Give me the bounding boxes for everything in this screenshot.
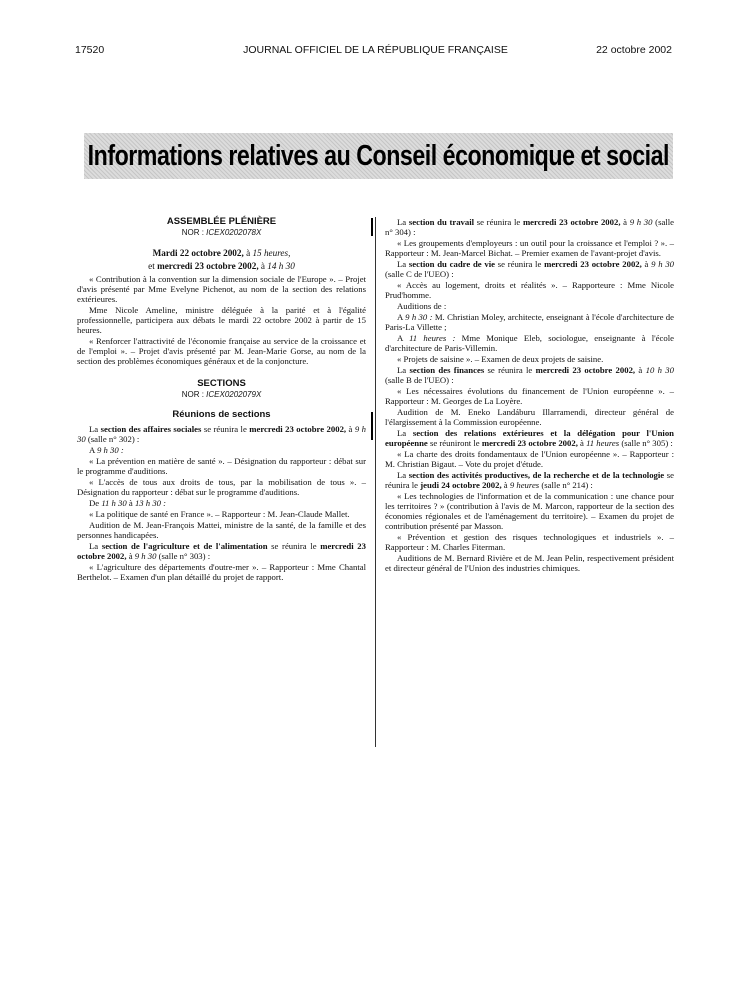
text: à (635, 365, 646, 375)
meeting-time: 11 h 30 (101, 498, 127, 508)
text: De (89, 498, 102, 508)
assemblee-title: ASSEMBLÉE PLÉNIÈRE (166, 216, 277, 227)
meeting-date: mercredi 23 octobre 2002, (544, 259, 642, 269)
paragraph: « Renforcer l'attractivité de l'économie française au service de la croissance et de l'emploi ». – Projet d'avis présenté par M. Jean-Marie Gorse, au nom de la section des problèmes économiques généraux et de la conjoncture. (77, 336, 366, 366)
paragraph: « Contribution à la convention sur la dimension sociale de l'Europe ». – Projet d'avis présenté par Mme Evelyne Pichenot, au nom de la section des relations extérieures. (77, 274, 366, 304)
text: (salle C de l'UEO) : (385, 269, 454, 279)
right-column (385, 217, 674, 574)
text: (salle B de l'UEO) : (385, 375, 454, 385)
session-date-2 (77, 261, 366, 272)
paragraph (77, 498, 366, 508)
text: A (397, 312, 406, 322)
paragraph: « Les technologies de l'information et de la communication : une chance pour les territoires ? » (contribution à l'avis de M. Marcon, rapporteur de la section des économies régionales et de l'aménagement du territoire). – Examen du projet de contribution présenté par Masson. (385, 491, 674, 531)
text: A (89, 445, 97, 455)
text: se réunira le (385, 470, 674, 490)
text: La (397, 365, 410, 375)
section-name: section des finances (409, 365, 485, 375)
paragraph: « La politique de santé en France ». – Rapporteur : M. Jean-Claude Mallet. (89, 509, 350, 519)
paragraph: Auditions de M. Bernard Rivière et de M. Jean Pelin, respectivement président et directeur général de l'Union des industries chimiques. (385, 553, 674, 573)
nor-code: ICEX0202079X (206, 390, 262, 399)
paragraph: « Les nécessaires évolutions du financement de l'Union européenne ». – Rapporteur : M. Georges de La Loyère. (385, 386, 674, 406)
text: se réunira le (201, 424, 250, 434)
sections-nor (77, 390, 366, 400)
nor-code: ICEX0202078X (206, 228, 262, 237)
text: La (397, 428, 413, 438)
meeting-time: 9 h 30 (77, 424, 366, 444)
journal-title: JOURNAL OFFICIEL DE LA RÉPUBLIQUE FRANÇAISE (243, 44, 508, 56)
page-header (0, 44, 751, 58)
issue-date: 22 octobre 2002 (596, 44, 672, 56)
paragraph (385, 470, 674, 490)
section-name: section des relations extérieures et la délégation pour l'Union européenne (385, 428, 674, 448)
date-time: 15 heures, (252, 248, 291, 258)
text: La (397, 259, 409, 269)
paragraph (77, 424, 366, 444)
session-date-1 (77, 248, 366, 259)
date-connector: et (148, 261, 155, 271)
meeting-date: mercredi 23 octobre 2002, (249, 424, 347, 434)
meeting-date: mercredi 23 octobre 2002, (522, 217, 621, 227)
paragraph: Audition de M. Jean-François Mattei, ministre de la santé, de la famille et des personnes handicapées. (77, 520, 366, 540)
meeting-time: 9 heures (509, 480, 540, 490)
page-number: 17520 (75, 44, 105, 56)
text: (salle n° 214) : (539, 480, 593, 490)
paragraph: « La prévention en matière de santé ». – Désignation du rapporteur : débat sur le programme d'auditions. (77, 456, 366, 476)
meeting-date: mercredi 23 octobre 2002, (481, 438, 578, 448)
reunions-title: Réunions de sections (172, 409, 271, 420)
text: se réunira le (495, 259, 545, 269)
paragraph (77, 541, 366, 561)
date-connector: à (246, 248, 251, 258)
text: Mme Monique Eleb, sociologue, enseignante à l'école d'architecture de Paris-Villemin. (385, 333, 675, 353)
date-text: mercredi 23 octobre 2002, (157, 261, 259, 271)
text: à (620, 217, 630, 227)
paragraph: « Les groupements d'employeurs : un outil pour la croissance et l'emploi ? ». – Rapporteur : M. Jean-Marcel Bichat. – Premier examen de l'avant-projet d'avis. (385, 238, 674, 258)
section-name: section des affaires sociales (100, 424, 202, 434)
paragraph: « Accès au logement, droits et réalités ». – Rapporteure : Mme Nicole Prud'homme. (385, 280, 674, 300)
paragraph: « L'agriculture des départements d'outre-mer ». – Rapporteur : Mme Chantal Berthelot. – Examen d'un plan détaillé du projet de rapport. (77, 562, 366, 582)
meeting-date: jeudi 24 octobre 2002, (420, 480, 502, 490)
section-name: section des activités productives, de la recherche et de la technologie (408, 470, 665, 480)
date-connector: à (260, 261, 265, 271)
text: se réunira le (267, 541, 321, 551)
meeting-time: 13 h 30 : (134, 498, 167, 508)
margin-bar (371, 218, 373, 236)
paragraph: « Prévention et gestion des risques technologiques et industriels ». – Rapporteur : M. Charles Fiterman. (385, 532, 674, 552)
paragraph: « Projets de saisine ». – Examen de deux projets de saisine. (397, 354, 604, 364)
text: (salle n° 305) : (619, 438, 673, 448)
paragraph (385, 312, 674, 332)
section-name: section du travail (408, 217, 475, 227)
text: La (397, 470, 409, 480)
assemblee-nor (77, 228, 366, 238)
nor-label: NOR : (181, 228, 207, 237)
text: se réunira le (484, 365, 536, 375)
paragraph (385, 217, 674, 237)
meeting-time: 9 h 30 (629, 217, 653, 227)
text: (salle n° 303) : (156, 551, 211, 561)
meeting-time: 9 h 30 (134, 551, 157, 561)
text: M. Christian Moley, architecte, enseignant à l'école d'architecture de Paris-La Villette ; (385, 312, 675, 332)
paragraph (385, 259, 674, 279)
meeting-time: 9 h 30 : (96, 445, 124, 455)
left-column (77, 217, 366, 583)
paragraph (385, 333, 674, 353)
section-banner (84, 133, 673, 179)
text: à (501, 480, 510, 490)
date-time: 14 h 30 (267, 261, 295, 271)
column-divider (375, 217, 376, 747)
paragraph: Audition de M. Eneko Landáburu Illarramendi, directeur général de l'élargissement à la Commission européenne. (385, 407, 674, 427)
text: à (346, 424, 355, 434)
meeting-time: 11 heures (586, 438, 620, 448)
paragraph: « La charte des droits fondamentaux de l'Union européenne ». – Rapporteur : M. Christian Bigaut. – Vote du projet d'étude. (385, 449, 674, 469)
text: (salle n° 302) : (85, 434, 140, 444)
paragraph (385, 365, 674, 385)
meeting-time: 11 heures : (409, 333, 456, 343)
margin-bar (371, 412, 373, 440)
meeting-time: 10 h 30 (645, 365, 674, 375)
paragraph (77, 445, 366, 455)
text: à (577, 438, 587, 448)
text: à (641, 259, 652, 269)
text: se réunira le (474, 217, 523, 227)
text: se réuniront le (427, 438, 482, 448)
meeting-date: mercredi 23 octobre 2002, (535, 365, 636, 375)
paragraph: Mme Nicole Ameline, ministre déléguée à la parité et à l'égalité professionnelle, participera aux débats le mardi 22 octobre 2002 à partir de 15 heures. (77, 305, 366, 335)
paragraph (385, 428, 674, 448)
text: La (397, 217, 409, 227)
banner-title: Informations relatives au Conseil économique et social (87, 139, 670, 172)
section-name: section du cadre de vie (408, 259, 495, 269)
meeting-time: 9 h 30 : (405, 312, 433, 322)
text: La (89, 541, 102, 551)
meeting-time: 9 h 30 (651, 259, 675, 269)
text: A (397, 333, 410, 343)
text: à (126, 498, 135, 508)
text: La (89, 424, 101, 434)
paragraph: Auditions de : (397, 301, 447, 311)
paragraph: « L'accès de tous aux droits de tous, par la mobilisation de tous ». – Désignation du rapporteur : débat sur le programme d'auditions. (77, 477, 366, 497)
date-text: Mardi 22 octobre 2002, (152, 248, 244, 258)
sections-title: SECTIONS (197, 378, 246, 389)
text: (salle n° 304) : (385, 217, 674, 237)
nor-label: NOR : (181, 390, 207, 399)
section-name: section de l'agriculture et de l'alimentation (101, 541, 268, 551)
meeting-date: mercredi 23 octobre 2002, (77, 541, 366, 561)
text: à (126, 551, 135, 561)
